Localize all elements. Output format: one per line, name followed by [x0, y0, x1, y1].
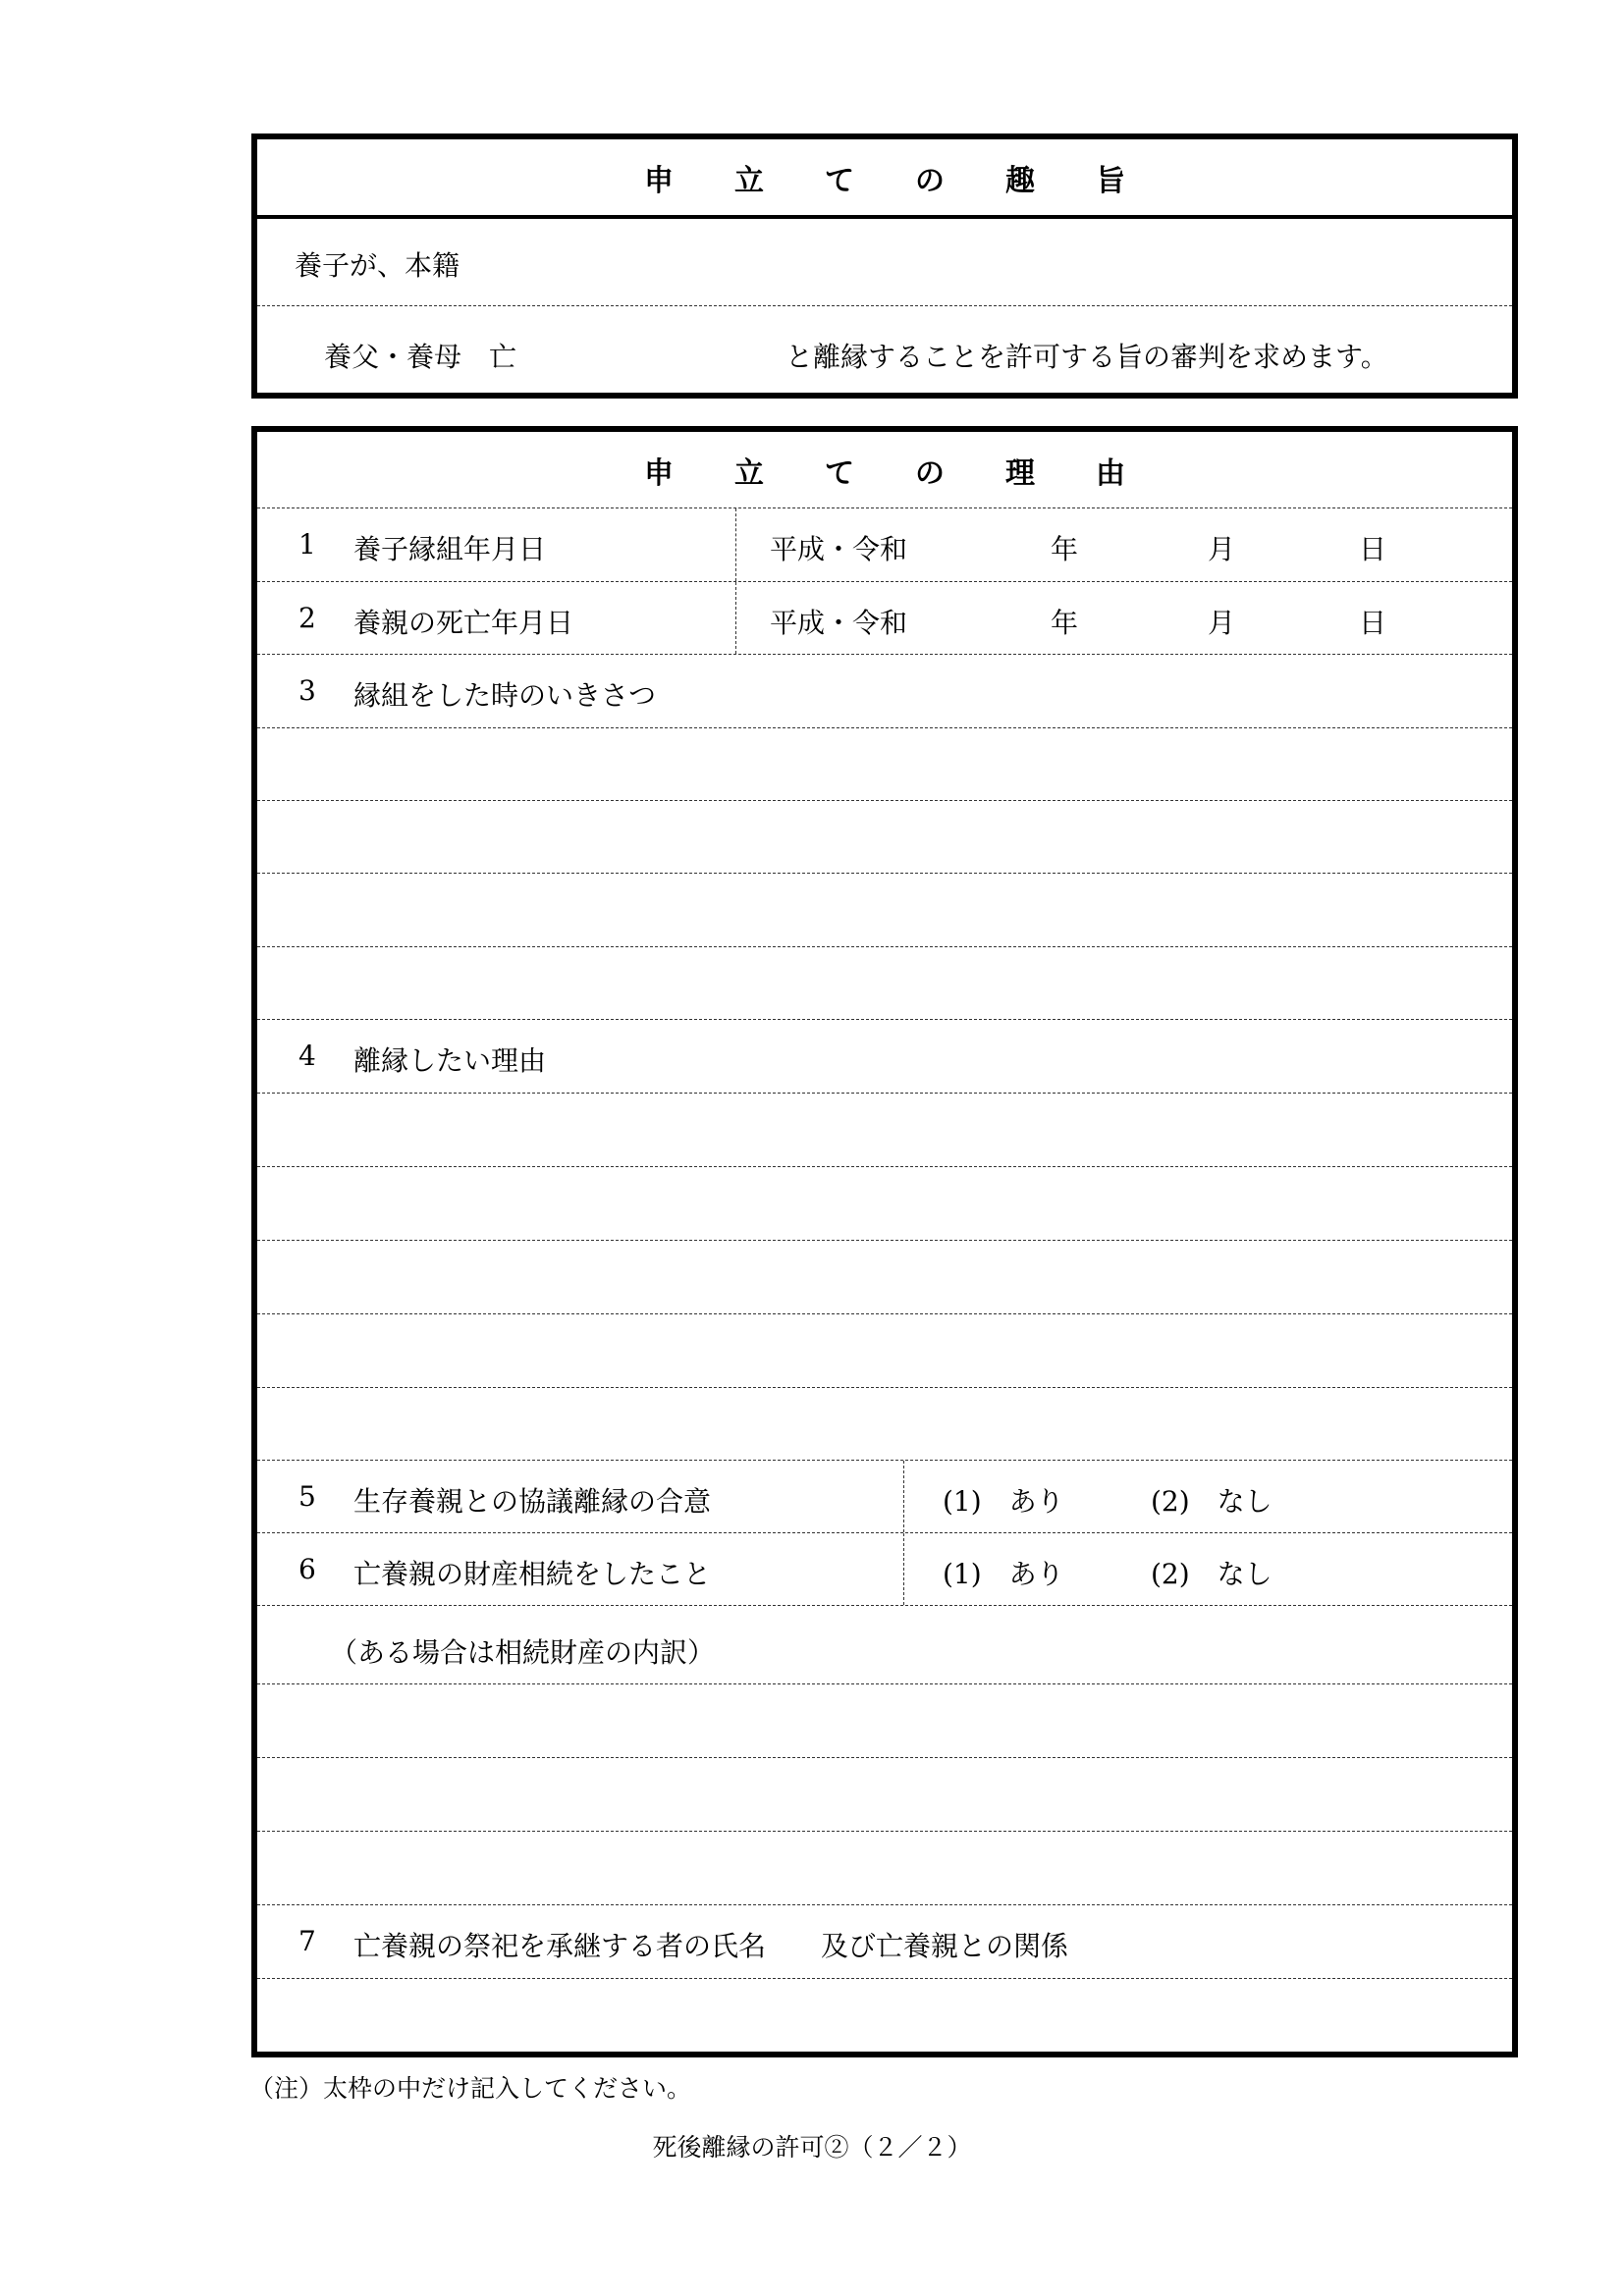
option-yes[interactable]: (1) あり [943, 1485, 1064, 1518]
item-num: 5 [298, 1480, 316, 1513]
item-living-parent-agreement [257, 1461, 1512, 1533]
item-label: 亡養親の祭祀を承継する者の氏名 及び亡養親との関係 [353, 1930, 1069, 1962]
item-num: 7 [298, 1925, 316, 1957]
reason-section [251, 426, 1518, 2057]
writing-line[interactable] [257, 1832, 1512, 1905]
item-num: 2 [298, 602, 316, 634]
item-death-date [257, 582, 1512, 655]
column-divider [735, 508, 736, 581]
item-label: 養子縁組年月日 [353, 533, 547, 565]
purpose-title: 申立ての趣旨 [257, 139, 1512, 219]
writing-line[interactable] [257, 801, 1512, 874]
writing-line[interactable] [257, 1758, 1512, 1832]
item-label: 縁組をした時のいきさつ [353, 679, 657, 712]
purpose-line1-text: 養子が、本籍 [295, 249, 460, 282]
item-adoption-date [257, 508, 1512, 582]
item-num: 4 [298, 1040, 316, 1072]
item-dissolution-reason [257, 1020, 1512, 1094]
column-divider [903, 1461, 904, 1532]
year-field[interactable]: 年 [1051, 607, 1079, 639]
item-num: 6 [298, 1553, 316, 1585]
purpose-section [251, 133, 1518, 399]
writing-line[interactable] [257, 1167, 1512, 1241]
item-num: 1 [298, 528, 316, 561]
day-field[interactable]: 日 [1359, 533, 1387, 565]
column-divider [903, 1533, 904, 1605]
item-inheritance [257, 1533, 1512, 1606]
option-no[interactable]: (2) なし [1151, 1485, 1272, 1518]
item-label: 生存養親との協議離縁の合意 [353, 1485, 712, 1518]
item-label: 亡養親の財産相続をしたこと [353, 1558, 712, 1590]
purpose-line-1[interactable] [257, 219, 1512, 306]
item-ritual-successor [257, 1905, 1512, 1979]
writing-line[interactable] [257, 1388, 1512, 1461]
writing-line[interactable] [257, 874, 1512, 947]
footnote: （注）太枠の中だけ記入してください。 [249, 2074, 692, 2103]
option-yes[interactable]: (1) あり [943, 1558, 1064, 1590]
month-field[interactable]: 月 [1208, 533, 1236, 565]
writing-line[interactable] [257, 1684, 1512, 1758]
writing-line[interactable] [257, 947, 1512, 1020]
era-field[interactable]: 平成・令和 [770, 533, 908, 565]
reason-title: 申立ての理由 [257, 432, 1512, 508]
item-label: 離縁したい理由 [353, 1044, 547, 1077]
day-field[interactable]: 日 [1359, 607, 1387, 639]
inheritance-detail-note-row [257, 1606, 1512, 1684]
writing-line[interactable] [257, 1241, 1512, 1314]
purpose-line-2[interactable] [257, 306, 1512, 393]
purpose-line2-left: 養父・養母 亡 [324, 341, 517, 373]
inheritance-detail-note: （ある場合は相続財産の内訳） [330, 1636, 716, 1669]
item-num: 3 [298, 674, 316, 707]
purpose-line2-right: と離縁することを許可する旨の審判を求めます。 [785, 341, 1388, 373]
option-no[interactable]: (2) なし [1151, 1558, 1272, 1590]
era-field[interactable]: 平成・令和 [770, 607, 908, 639]
writing-line[interactable] [257, 1979, 1512, 2052]
item-adoption-circumstances [257, 655, 1512, 728]
month-field[interactable]: 月 [1208, 607, 1236, 639]
page-label: 死後離縁の許可②（２／２） [652, 2133, 972, 2162]
writing-line[interactable] [257, 728, 1512, 801]
item-label: 養親の死亡年月日 [353, 607, 574, 639]
writing-line[interactable] [257, 1094, 1512, 1167]
year-field[interactable]: 年 [1051, 533, 1079, 565]
column-divider [735, 582, 736, 654]
writing-line[interactable] [257, 1314, 1512, 1388]
